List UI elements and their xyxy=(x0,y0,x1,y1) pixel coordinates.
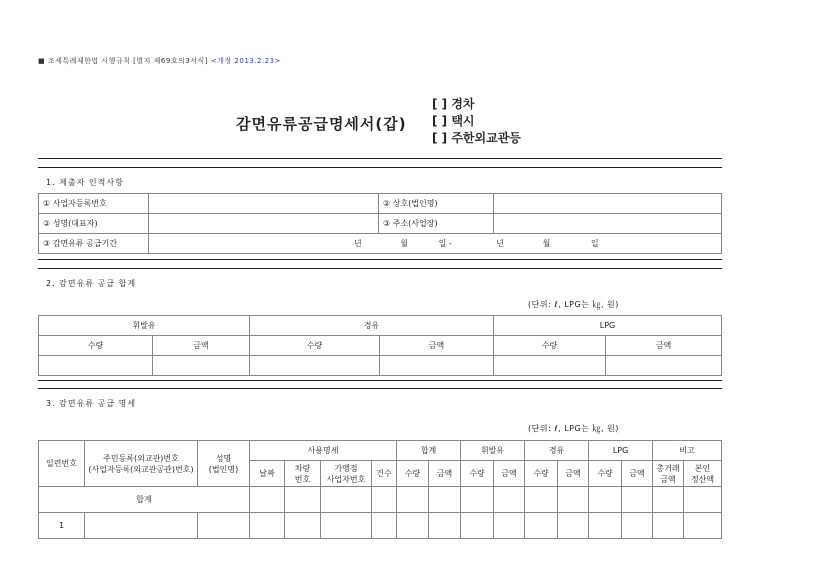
row-cell[interactable] xyxy=(429,513,461,539)
header-qty: 수량 xyxy=(39,336,153,356)
sum-cell[interactable] xyxy=(372,487,397,513)
header-amount: 금액 xyxy=(606,336,722,356)
section1-heading: 1. 제출자 인적사항 xyxy=(46,178,124,187)
vehicle-type-options xyxy=(432,96,521,147)
header-total-transaction: 총거래 금액 xyxy=(653,461,684,487)
row-cell[interactable] xyxy=(461,513,494,539)
supply-period-field[interactable] xyxy=(149,234,722,254)
submitter-info-table xyxy=(38,193,722,254)
representative-field[interactable] xyxy=(149,214,379,234)
sum-cell[interactable] xyxy=(684,487,722,513)
period-month: 월 xyxy=(400,239,409,248)
header-serial: 일련번호 xyxy=(39,441,85,487)
business-number-field[interactable] xyxy=(149,194,379,214)
section3-unit: (단위: ℓ, LPG는 ㎏, 원) xyxy=(528,424,619,433)
sum-cell[interactable] xyxy=(653,487,684,513)
header-self-settlement: 본인 정산액 xyxy=(684,461,722,487)
header-qty: 수량 xyxy=(397,461,429,487)
divider xyxy=(38,380,722,381)
header-usage: 사용명세 xyxy=(250,441,397,461)
header-amount: 금액 xyxy=(153,336,250,356)
header-gasoline: 휘발유 xyxy=(39,316,250,336)
header-total: 합계 xyxy=(397,441,461,461)
row-cell[interactable] xyxy=(285,513,321,539)
row-cell[interactable] xyxy=(321,513,372,539)
row-cell[interactable] xyxy=(525,513,558,539)
sum-cell[interactable] xyxy=(285,487,321,513)
sum-cell[interactable] xyxy=(589,487,622,513)
header-diesel: 경유 xyxy=(525,441,589,461)
row-cell[interactable] xyxy=(85,513,198,539)
header-name-line2: (법인명) xyxy=(208,464,239,474)
row-cell[interactable] xyxy=(653,513,684,539)
sum-cell[interactable] xyxy=(494,487,525,513)
header-note: 비고 xyxy=(653,441,722,461)
gasoline-amount-cell[interactable] xyxy=(153,356,250,376)
option-taxi[interactable]: [ ] 택시 xyxy=(432,114,475,128)
row-cell[interactable] xyxy=(684,513,722,539)
header-amount: 금액 xyxy=(494,461,525,487)
form-reference xyxy=(38,56,281,66)
header-date: 날짜 xyxy=(250,461,285,487)
supply-detail-table xyxy=(38,440,722,539)
header-count: 건수 xyxy=(372,461,397,487)
sum-cell[interactable] xyxy=(397,487,429,513)
revision-note: <개정 2013.2.23> xyxy=(210,57,281,65)
row-cell[interactable] xyxy=(589,513,622,539)
header-lpg: LPG xyxy=(494,316,722,336)
divider xyxy=(38,259,722,260)
header-gasoline: 휘발유 xyxy=(461,441,525,461)
label-company-name: ② 상호(법인명) xyxy=(379,194,494,214)
divider xyxy=(38,268,722,269)
sum-cell[interactable] xyxy=(461,487,494,513)
header-name-line1: 성명 xyxy=(215,453,232,463)
header-vehicle-number: 차량 번호 xyxy=(285,461,321,487)
header-amount: 금액 xyxy=(622,461,653,487)
sum-row-label: 합계 xyxy=(39,487,250,513)
option-diplomat[interactable]: [ ] 주한외교관등 xyxy=(432,131,521,145)
period-day: 일 xyxy=(590,239,599,248)
form-title: 감면유류공급명세서(갑) xyxy=(236,115,407,133)
diesel-amount-cell[interactable] xyxy=(380,356,494,376)
header-diesel: 경유 xyxy=(250,316,494,336)
header-name xyxy=(198,441,250,487)
header-id-line1: 주민등록(외교관)번호 xyxy=(103,453,179,463)
diesel-qty-cell[interactable] xyxy=(250,356,380,376)
form-law-note: ■ 조세특례제한법 시행규칙 [별지 제69호의3서식] xyxy=(38,57,209,65)
header-merchant-number: 가맹점 사업자번호 xyxy=(321,461,372,487)
address-field[interactable] xyxy=(494,214,722,234)
header-qty: 수량 xyxy=(250,336,380,356)
label-representative: ② 성명(대표자) xyxy=(39,214,149,234)
header-qty: 수량 xyxy=(461,461,494,487)
label-supply-period: ③ 감면유류 공급기간 xyxy=(39,234,149,254)
sum-cell[interactable] xyxy=(321,487,372,513)
sum-cell[interactable] xyxy=(429,487,461,513)
label-address: ③ 주소(사업장) xyxy=(379,214,494,234)
header-id-number xyxy=(85,441,198,487)
header-amount: 금액 xyxy=(429,461,461,487)
row-cell[interactable] xyxy=(558,513,589,539)
sum-cell[interactable] xyxy=(525,487,558,513)
lpg-amount-cell[interactable] xyxy=(606,356,722,376)
period-day: 일 - xyxy=(438,239,452,248)
company-name-field[interactable] xyxy=(494,194,722,214)
section2-heading: 2. 감면유류 공급 합계 xyxy=(46,279,137,288)
row-cell[interactable] xyxy=(372,513,397,539)
header-id-line2: (사업자등록(외교관공관)번호) xyxy=(88,464,194,474)
gasoline-qty-cell[interactable] xyxy=(39,356,153,376)
header-lpg: LPG xyxy=(589,441,653,461)
divider xyxy=(38,158,722,159)
sum-cell[interactable] xyxy=(250,487,285,513)
row-cell[interactable] xyxy=(250,513,285,539)
row-cell[interactable] xyxy=(397,513,429,539)
section3-heading: 3. 감면유류 공급 명세 xyxy=(46,399,137,408)
row-cell[interactable] xyxy=(198,513,250,539)
supply-total-table xyxy=(38,315,722,376)
divider xyxy=(38,388,722,389)
header-qty: 수량 xyxy=(494,336,606,356)
option-light-car[interactable]: [ ] 경차 xyxy=(432,97,475,111)
sum-cell[interactable] xyxy=(622,487,653,513)
period-month: 월 xyxy=(542,239,551,248)
period-year: 년 xyxy=(496,239,505,248)
row-serial: 1 xyxy=(39,513,85,539)
header-qty: 수량 xyxy=(525,461,558,487)
sum-cell[interactable] xyxy=(558,487,589,513)
divider xyxy=(38,167,722,168)
header-amount: 금액 xyxy=(380,336,494,356)
row-cell[interactable] xyxy=(494,513,525,539)
row-cell[interactable] xyxy=(622,513,653,539)
label-business-number: ① 사업자등록번호 xyxy=(39,194,149,214)
section2-unit: (단위: ℓ, LPG는 ㎏, 원) xyxy=(528,300,619,309)
lpg-qty-cell[interactable] xyxy=(494,356,606,376)
period-year: 년 xyxy=(354,239,362,248)
header-qty: 수량 xyxy=(589,461,622,487)
header-amount: 금액 xyxy=(558,461,589,487)
